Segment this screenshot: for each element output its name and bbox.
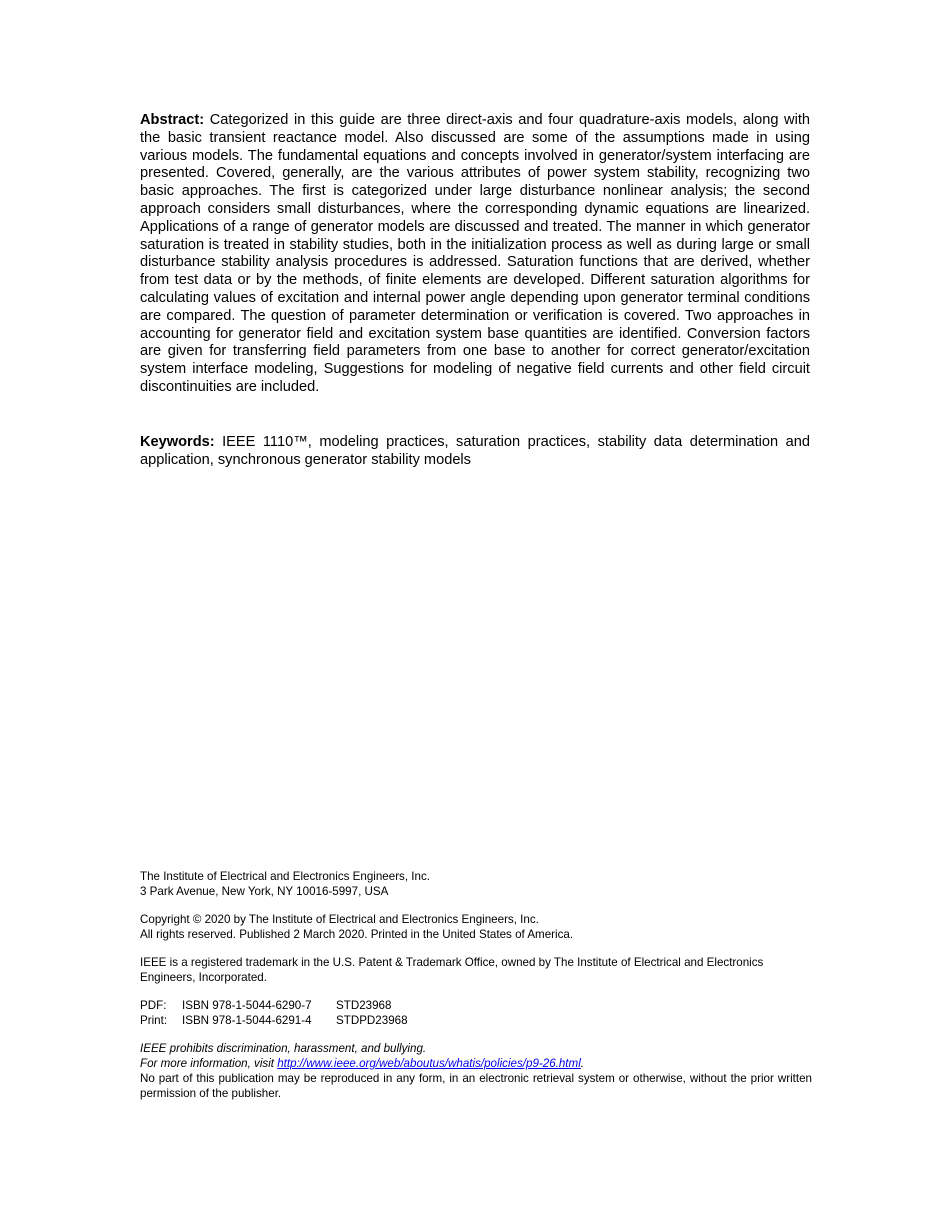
keywords-paragraph: [140, 434, 810, 470]
publication-footer: [140, 869, 812, 1101]
isbn-number: ISBN 978-1-5044-6290-7: [182, 999, 312, 1012]
isbn-product-code: STDPD23968: [336, 1014, 408, 1027]
policy-prefix: For more information, visit: [140, 1057, 278, 1070]
isbn-format-label: Print:: [140, 1014, 168, 1027]
trademark-notice: IEEE is a registered trademark in the U.S. Patent & Trademark Office, owned by The Institute of Electrical and Electronics Engineers, Incorporated.: [140, 956, 764, 984]
copyright-block: [140, 912, 812, 942]
isbn-row-pdf: [140, 998, 812, 1013]
policy-info-line: [140, 1056, 812, 1071]
copyright-line: Copyright © 2020 by The Institute of Electrical and Electronics Engineers, Inc.: [140, 913, 539, 926]
isbn-number: ISBN 978-1-5044-6291-4: [182, 1014, 312, 1027]
policy-link[interactable]: http://www.ieee.org/web/aboutus/whatis/policies/p9-26.html: [277, 1057, 581, 1070]
policy-block: [140, 1041, 812, 1101]
abstract-label: Abstract:: [140, 112, 205, 128]
isbn-product-code: STD23968: [336, 999, 392, 1012]
isbn-row-print: [140, 1013, 812, 1028]
policy-suffix: .: [580, 1057, 585, 1070]
isbn-format-label: PDF:: [140, 999, 167, 1012]
keywords-text: IEEE 1110™, modeling practices, saturation practices, stability data determination and application, synchronous generator stability models: [140, 434, 810, 468]
publisher-address: 3 Park Avenue, New York, NY 10016-5997, USA: [140, 885, 389, 898]
isbn-block: [140, 998, 812, 1028]
abstract-paragraph: [140, 112, 810, 397]
rights-line: All rights reserved. Published 2 March 2020. Printed in the United States of America.: [140, 928, 574, 941]
abstract-text: Categorized in this guide are three direct-axis and four quadrature-axis models, along with the basic transient reactance model. Also discussed are some of the assumptions made in using various models. The fundamental equations and concepts involved in generator/system interfacing are presented. Covered, generally, are the various attributes of power system stability, recognizing two basic approaches. The first is categorized under large disturbance nonlinear analysis; the second approach considers small disturbances, where the corresponding dynamic equations are linearized. Applications of a range of generator models are discussed and treated. The manner in which generator saturation is treated in stability studies, both in the initialization process as well as during large or small disturbance stability analysis procedures is addressed. Saturation functions that are derived, whether from test data or by the methods, of finite elements are developed. Different saturation algorithms for calculating values of excitation and internal power angle depending upon generator terminal conditions are compared. The question of parameter determination or verification is covered. Two approaches in accounting for generator field and excitation system base quantities are identified. Conversion factors are given for transferring field parameters from one base to another for correct generator/excitation system interface modeling, Suggestions for modeling of negative field currents and other field circuit discontinuities are included.: [140, 112, 810, 395]
publisher-name: The Institute of Electrical and Electronics Engineers, Inc.: [140, 870, 430, 883]
keywords-label: Keywords:: [140, 434, 215, 450]
publisher-block: [140, 869, 812, 899]
policy-statement: IEEE prohibits discrimination, harassment, and bullying.: [140, 1042, 427, 1055]
legal-notice: No part of this publication may be reproduced in any form, in an electronic retrieval system or otherwise, without the prior written permission of the publisher.: [140, 1072, 812, 1100]
